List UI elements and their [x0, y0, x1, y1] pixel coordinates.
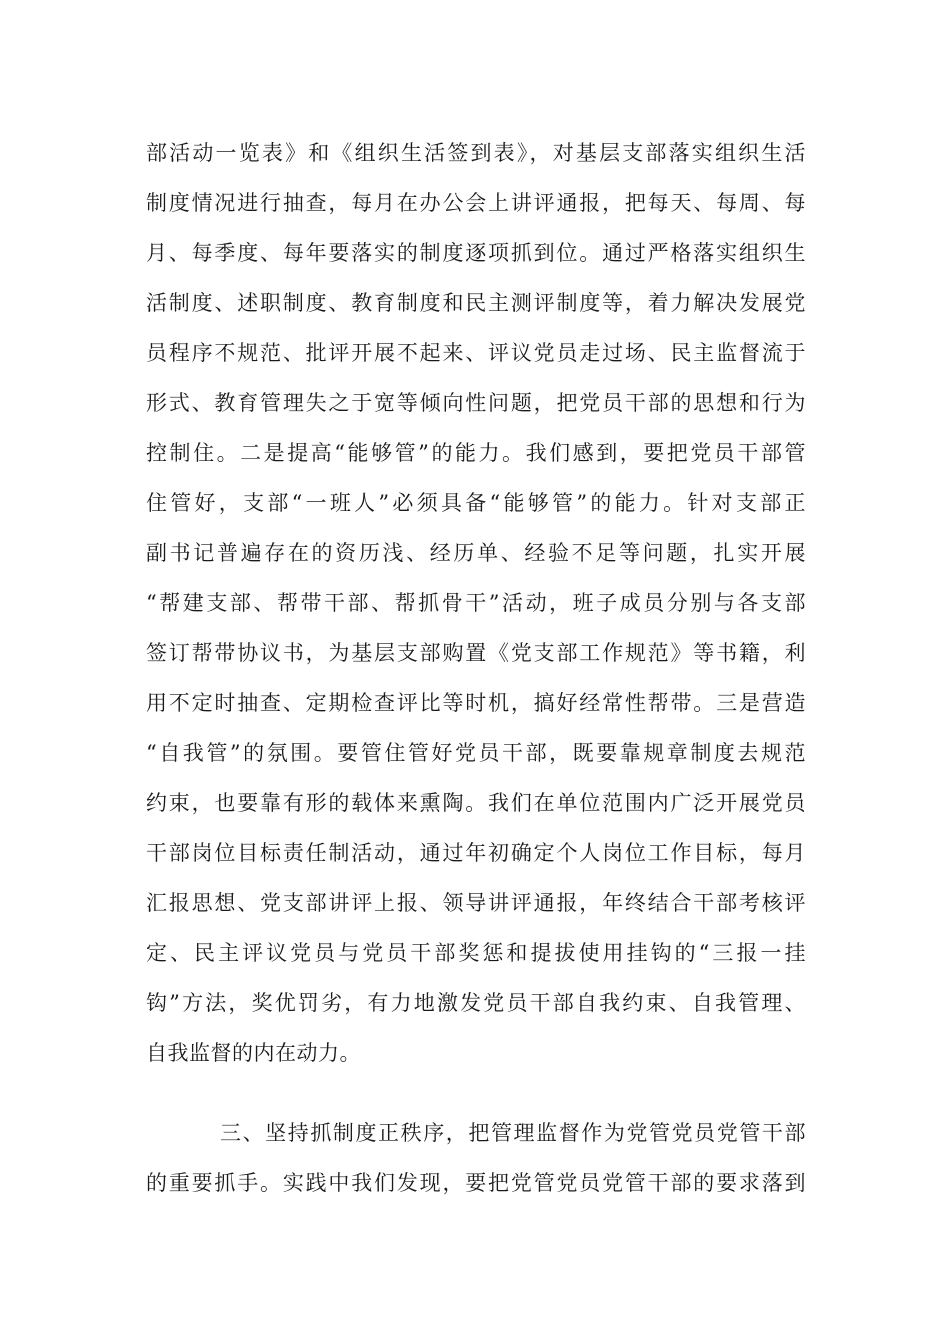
paragraph-line: 控制住。二是提高“能够管”的能力。我们感到，要把党员干部管: [146, 441, 806, 465]
paragraph-line: 的重要抓手。实践中我们发现，要把党管党员党管干部的要求落到: [146, 1171, 806, 1195]
body-paragraph-2: [146, 1108, 806, 1208]
paragraph-line: “自我管”的氛围。要管住管好党员干部，既要靠规章制度去规范: [146, 741, 806, 765]
paragraph-line: 签订帮带协议书，为基层支部购置《党支部工作规范》等书籍，利: [146, 641, 806, 665]
paragraph-line: 员程序不规范、批评开展不起来、评议党员走过场、民主监督流于: [146, 341, 806, 365]
paragraph-line: 形式、教育管理失之于宽等倾向性问题，把党员干部的思想和行为: [146, 391, 806, 415]
paragraph-line: 部活动一览表》和《组织生活签到表》，对基层支部落实组织生活: [146, 141, 806, 165]
paragraph-line: 三、坚持抓制度正秩序，把管理监督作为党管党员党管干部: [220, 1121, 806, 1145]
paragraph-line: 活制度、述职制度、教育制度和民主测评制度等，着力解决发展党: [146, 291, 806, 315]
paragraph-line: 用不定时抽查、定期检查评比等时机，搞好经常性帮带。三是营造: [146, 691, 806, 715]
paragraph-line: 自我监督的内在动力。: [146, 1041, 361, 1065]
paragraph-line: “帮建支部、帮带干部、帮抓骨干”活动，班子成员分别与各支部: [146, 591, 806, 615]
paragraph-line: 约束，也要靠有形的载体来熏陶。我们在单位范围内广泛开展党员: [146, 791, 806, 815]
paragraph-line: 汇报思想、党支部讲评上报、领导讲评通报，年终结合干部考核评: [146, 891, 806, 915]
body-paragraph-1: [146, 128, 806, 1078]
paragraph-line: 副书记普遍存在的资历浅、经历单、经验不足等问题，扎实开展: [146, 541, 806, 565]
paragraph-line: 月、每季度、每年要落实的制度逐项抓到位。通过严格落实组织生: [146, 241, 806, 265]
paragraph-line: 定、民主评议党员与党员干部奖惩和提拔使用挂钩的“三报一挂: [146, 941, 806, 965]
paragraph-line: 干部岗位目标责任制活动，通过年初确定个人岗位工作目标，每月: [146, 841, 806, 865]
paragraph-line: 钩”方法，奖优罚劣，有力地激发党员干部自我约束、自我管理、: [146, 991, 806, 1015]
paragraph-line: 制度情况进行抽查，每月在办公会上讲评通报，把每天、每周、每: [146, 191, 806, 215]
paragraph-line: 住管好，支部“一班人”必须具备“能够管”的能力。针对支部正: [146, 491, 806, 515]
